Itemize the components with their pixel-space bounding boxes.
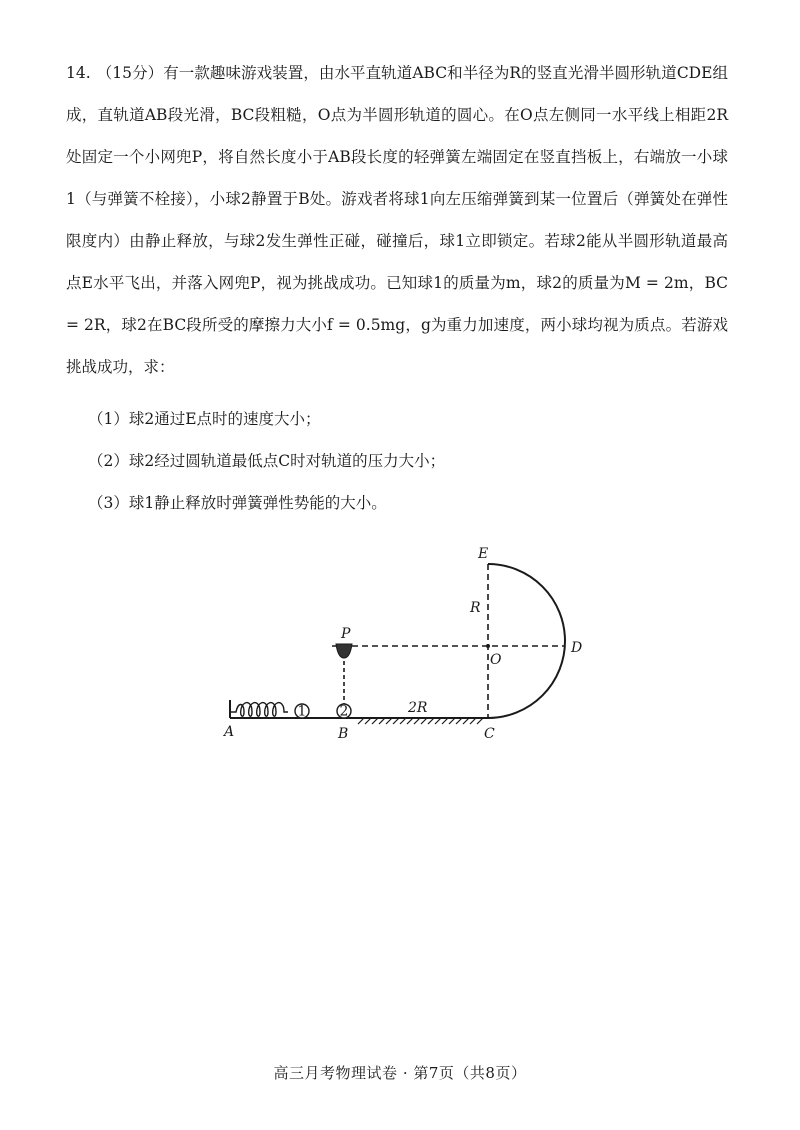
- semicircle-track-cde: [488, 564, 565, 718]
- center-o: [486, 644, 490, 648]
- ball-1-label: 1: [297, 703, 307, 720]
- spring: [230, 703, 288, 717]
- problem-statement: [66, 52, 728, 388]
- label-r: R: [470, 600, 481, 616]
- track-diagram: [210, 540, 610, 750]
- problem-number: 14.: [66, 64, 91, 82]
- label-e: E: [478, 546, 489, 562]
- label-a: A: [224, 724, 235, 740]
- label-d: D: [571, 640, 583, 656]
- question-2: （2）球2经过圆轨道最低点C时对轨道的压力大小；: [88, 452, 446, 470]
- label-o: O: [490, 652, 502, 668]
- net-p: [336, 644, 352, 658]
- sub-questions: [88, 398, 728, 524]
- problem-text: （15分）有一款趣味游戏装置，由水平直轨道ABC和半径为R的竖直光滑半圆形轨道CDE组成，直轨道AB段光滑，BC段粗糙，O点为半圆形轨道的圆心。在O点左侧同一水平线上相距2R处固定一个小网兜P，将自然长度小于AB段长度的轻弹簧左端固定在竖直挡板上，右端放一小球1（与弹簧不栓接），小球2静置于B处。游戏者将球1向左压缩弹簧到某一位置后（弹簧处在弹性限度内）由静止释放，与球2发生弹性正碰，碰撞后，球1立即锁定。若球2能从半圆形轨道最高点E水平飞出，并落入网兜P，视为挑战成功。已知球1的质量为m，球2的质量为M = 2m，BC = 2R，球2在BC段所受的摩擦力大小f = 0.5mg，g为重力加速度，两小球均视为质点。若游戏挑战成功，求：: [66, 64, 728, 376]
- ball-2-label: 2: [339, 703, 349, 720]
- question-3: （3）球1静止释放时弹簧弹性势能的大小。: [88, 494, 387, 512]
- question-1: （1）球2通过E点时的速度大小；: [88, 410, 321, 428]
- label-p: P: [341, 626, 351, 642]
- label-2r: 2R: [408, 700, 428, 716]
- page-footer: 高三月考物理试卷 · 第7页（共8页）: [273, 1064, 527, 1082]
- label-b: B: [338, 726, 349, 742]
- label-c: C: [484, 726, 495, 742]
